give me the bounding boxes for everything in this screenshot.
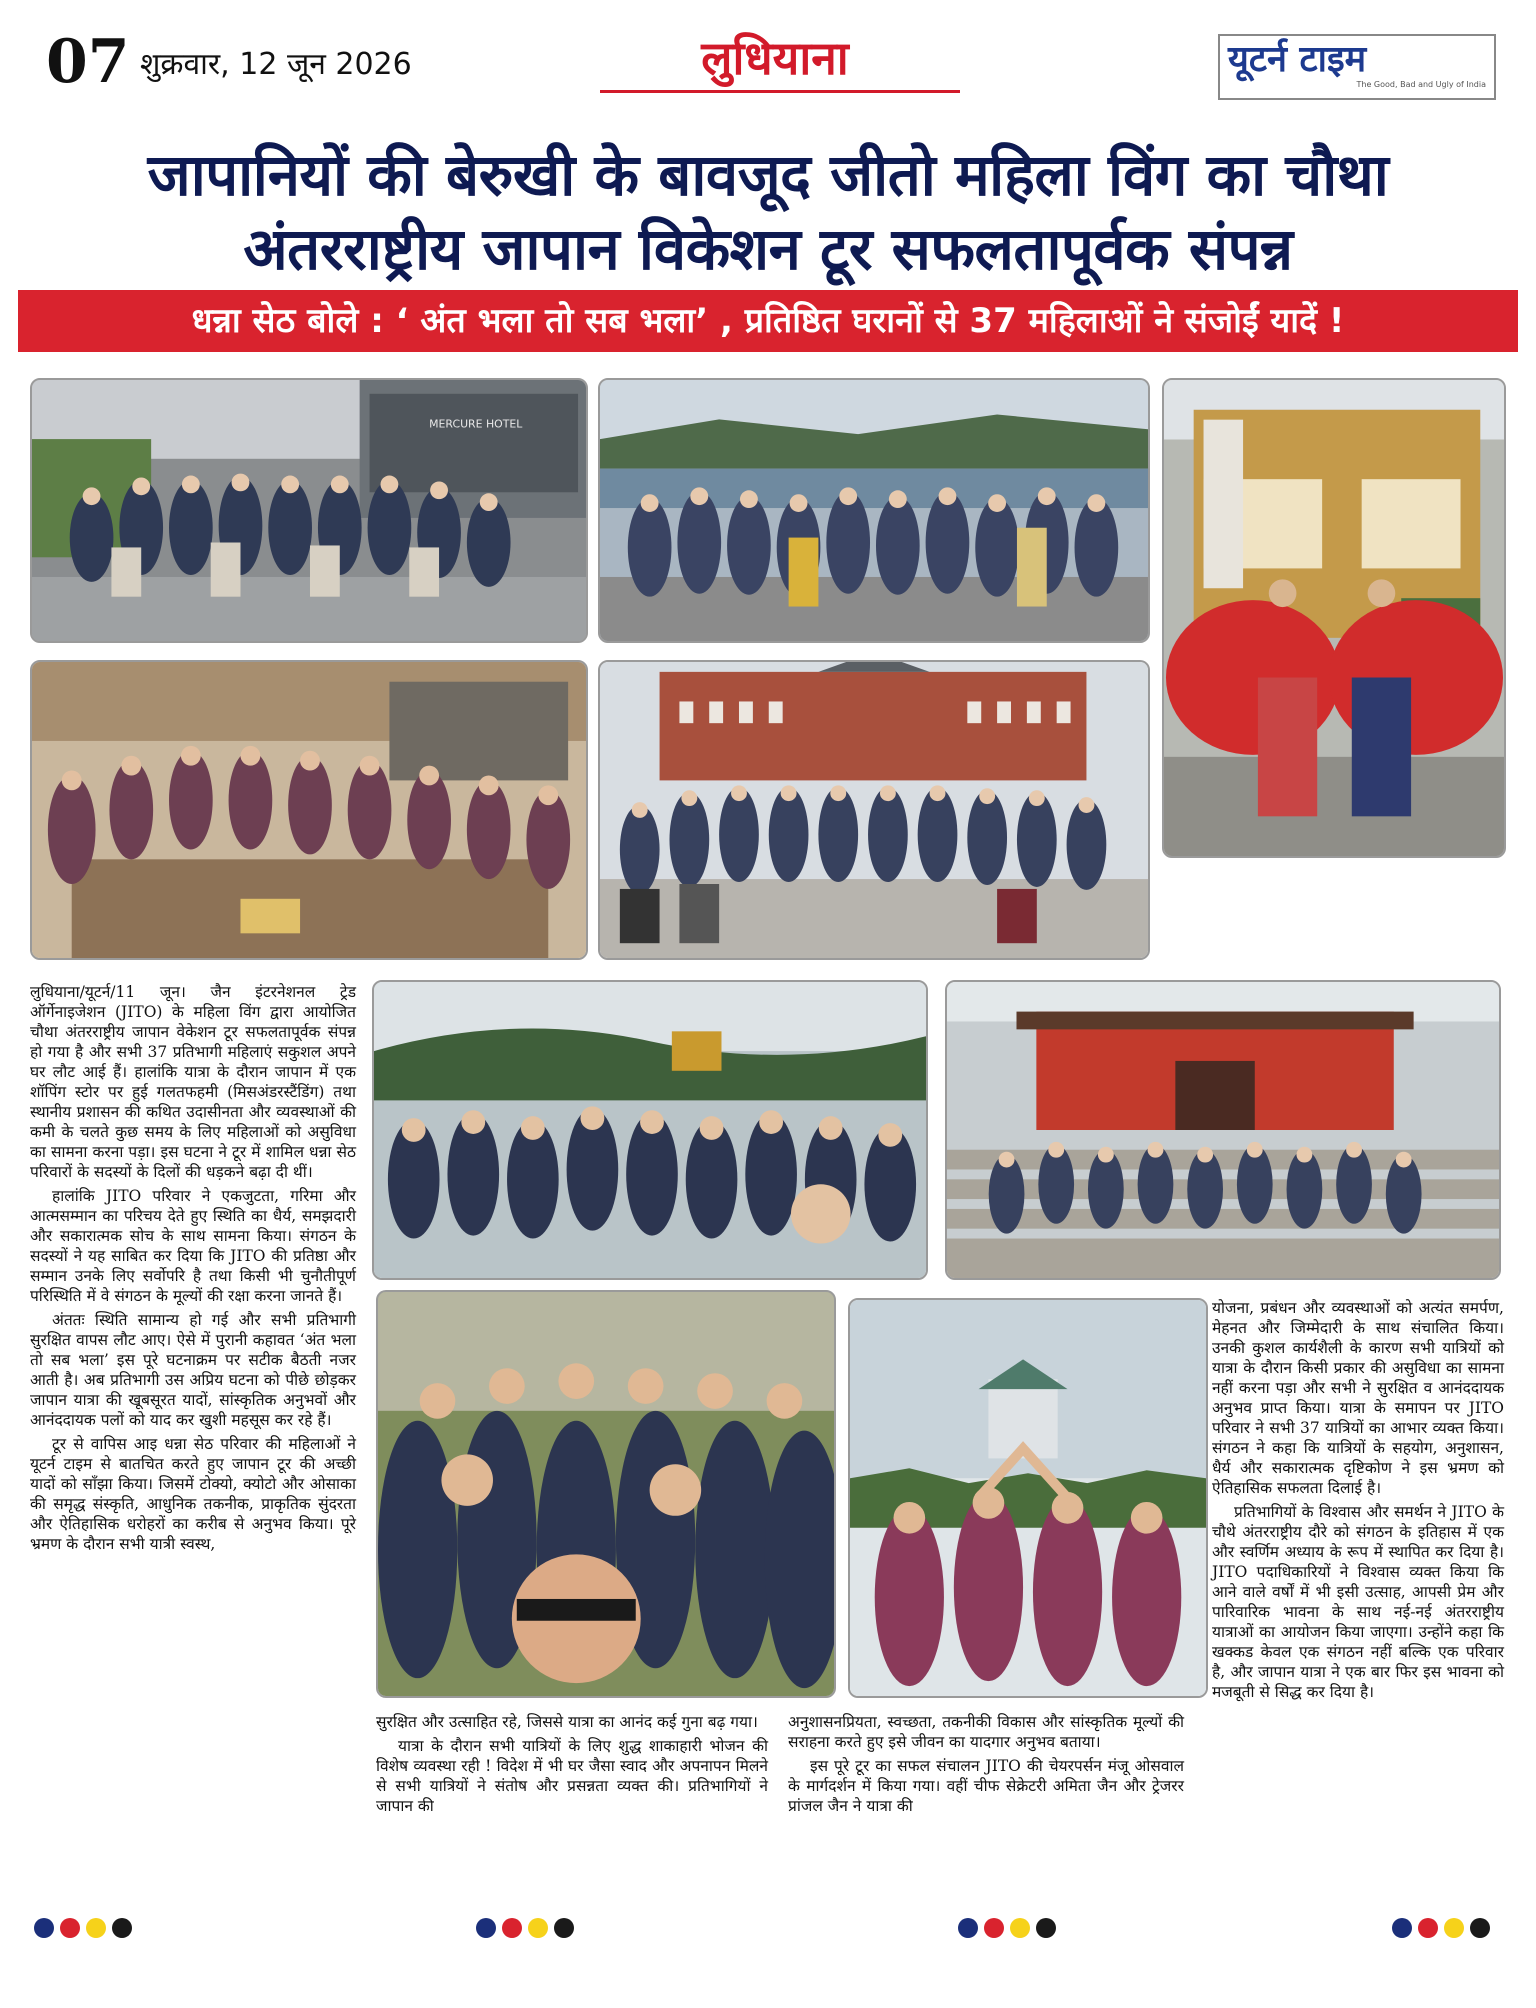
article-headline [20, 138, 1516, 286]
headline-line-1: जापानियों की बेरुखी के बावजूद जीतो महिला विंग का चौथा [147, 141, 1389, 209]
photo-group-golden-pavilion [372, 980, 928, 1280]
subheadline: धन्ना सेठ बोले : ‘ अंत भला तो सब भला’ , प्रतिष्ठित घरानों से 37 महिलाओं ने संजोईं यादें ! [191, 301, 1345, 341]
logo-name: यूटर्न टाइम [1228, 39, 1367, 80]
article-paragraph: अनुशासनप्रियता, स्वच्छता, तकनीकी विकास और सांस्कृतिक मूल्यों की सराहना करते हुए इसे जीवन का यादगार अनुभव बताया। [788, 1713, 1184, 1751]
footer-color-dot [86, 1918, 106, 1938]
footer-color-dot [1470, 1918, 1490, 1938]
footer-color-dot [984, 1918, 1004, 1938]
page-number: 07 [46, 27, 130, 97]
footer-color-dot [958, 1918, 978, 1938]
article-column-3 [788, 1712, 1184, 1894]
article-column-2 [376, 1712, 768, 1894]
photo-group-tokyo-station [598, 660, 1150, 960]
article-paragraph: हालांकि JITO परिवार ने एकजुटता, गरिमा और आत्मसम्मान का परिचय देते हुए स्थिति का धैर्य, समझदारी और सकारात्मक सोच के साथ सामना किया। संगठन के सदस्यों ने यह साबित कर दिया कि JITO की प्रतिष्ठा और सम्मान उनके लिए सर्वोपरि है तथा किसी भी चुनौतीपूर्ण परिस्थिति में वे संगठन के मूल्यों की रक्षा करना जानते हैं। [30, 1187, 356, 1305]
article-paragraph: योजना, प्रबंधन और व्यवस्थाओं को अत्यंत समर्पण, मेहनत और जिम्मेदारी के साथ संचालित किया। उनकी कुशल कार्यशैली के कारण सभी यात्रियों को यात्रा के दौरान किसी प्रकार की असुविधा का सामना नहीं करना पड़ा और सभी ने सुरक्षित व आनंददायक अनुभव प्राप्त किया। यात्रा के समापन पर JITO परिवार ने सभी 37 यात्रियों का आभार व्यक्त किया। संगठन ने कहा कि यात्रियों के सहयोग, अनुशासन, धैर्य और सकारात्मक दृष्टिकोण ने इस भ्रमण को ऐतिहासिक सफलता दिलाई है। [1212, 1299, 1504, 1497]
article-column-4 [1212, 1298, 1504, 1894]
footer-color-dot [528, 1918, 548, 1938]
photo-group-mercure-hotel [30, 378, 588, 643]
section-underline [600, 90, 960, 93]
footer-color-dot [1010, 1918, 1030, 1938]
masthead-logo [1218, 34, 1496, 100]
article-paragraph: प्रतिभागियों के विश्वास और समर्थन ने JITO के चौथे अंतरराष्ट्रीय दौरे को संगठन के इतिहास में एक और स्वर्णिम अध्याय के रूप में स्थापित कर दिया है। JITO पदाधिकारियों ने विश्वास व्यक्त किया कि आने वाले वर्षों में भी इसी उत्साह, आपसी प्रेम और पारिवारिक भावना के साथ नई-नई अंतरराष्ट्रीय यात्राओं का आयोजन किया जाएगा। उन्होंने कहा कि खक्कड केवल एक संगठन नहीं बल्कि एक परिवार है, और जापान यात्रा ने एक बार फिर इस भावना को मजबूती से सिद्ध कर दिया है। [1212, 1503, 1504, 1701]
footer-color-dot [60, 1918, 80, 1938]
headline-line-2: अंतरराष्ट्रीय जापान विकेशन टूर सफलतापूर्वक संपन्न [243, 215, 1293, 283]
footer-color-dot [112, 1918, 132, 1938]
article-paragraph: लुधियाना/यूटर्न/11 जून। जैन इंटरनेशनल ट्रेड ऑर्गेनाइजेशन (JITO) के महिला विंग द्वारा आयोजित चौथा अंतरराष्ट्रीय जापान वेकेशन टूर सफलतापूर्वक संपन्न हो गया है और सभी 37 प्रतिभागी महिलाएं सकुशल अपने घर लौट आई हैं। हालांकि यात्रा के दौरान जापान में एक शॉपिंग स्टोर पर हुई गलतफहमी (मिसअंडरस्टैंडिंग) तथा स्थानीय प्रशासन की कथित उदासीनता और व्यवस्थाओं की कमी के चलते कुछ समय के लिए महिलाओं को असुविधा का सामना करना पड़ा। इस घटना ने टूर में शामिल धन्ना सेठ परिवारों के सदस्यों के दिलों की धड़कने बढ़ा दी थीं। [30, 983, 356, 1181]
footer-color-dot [1036, 1918, 1056, 1938]
hotel-sign: MERCURE HOTEL [429, 417, 523, 431]
photo-group-lakeside [598, 378, 1150, 643]
article-paragraph: यात्रा के दौरान सभी यात्रियों के लिए शुद्ध शाकाहारी भोजन की विशेष व्यवस्था रही ! विदेश में भी घर जैसा स्वाद और अपनापन मिलने से सभी यात्रियों ने संतोष और प्रसन्नता व्यक्त की। प्रतिभागियों ने जापान की [376, 1737, 768, 1815]
issue-date: शुक्रवार, 12 जून 2026 [140, 47, 412, 82]
photo-kimono-umbrellas [1162, 378, 1506, 858]
article-paragraph: अंततः स्थिति सामान्य हो गई और सभी प्रतिभागी सुरक्षित वापस लौट आए। ऐसे में पुरानी कहावत ‘अंत भला तो सब भला’ इस पूरे घटनाक्रम पर सटीक बैठती नजर आती है। अब प्रतिभागी उस अप्रिय घटना को पीछे छोड़कर जापान यात्रा की खूबसूरत यादों, सांस्कृतिक अनुभवों और आनंददायक पलों को याद कर खुशी महसूस कर रहे हैं। [30, 1311, 356, 1429]
footer-color-dot [1444, 1918, 1464, 1938]
article-column-1 [30, 982, 356, 1894]
footer-color-dot [1392, 1918, 1412, 1938]
logo-tagline: The Good, Bad and Ugly of India [1356, 80, 1486, 89]
footer-color-dot [34, 1918, 54, 1938]
article-paragraph: सुरक्षित और उत्साहित रहे, जिससे यात्रा का आनंद कई गुना बढ़ गया। [376, 1713, 758, 1731]
footer-color-dot [1418, 1918, 1438, 1938]
photo-group-indoor-lounge [30, 660, 588, 960]
section-title: लुधियाना [701, 31, 849, 85]
article-paragraph: टूर से वापिस आइ धन्ना सेठ परिवार की महिलाओं ने यूटर्न टाइम से बातचित करते हुए जापान टूर की अच्छी यादों को साँझा किया। जिसमें टोक्यो, क्योटो और ओसाका की समृद्ध संस्कृति, आधुनिक तकनीक, प्राकृतिक सुंदरता और ऐतिहासिक धरोहरों का करीब से अनुभव किया। पूरे भ्रमण के दौरान सभी यात्री स्वस्थ, [30, 1435, 356, 1553]
photo-group-red-shrine [945, 980, 1501, 1280]
article-paragraph: इस पूरे टूर का सफल संचालन JITO की चेयरपर्सन मंजू ओसवाल के मार्गदर्शन में किया गया। वहीं चीफ सेक्रेटरी अमिता जैन और ट्रेजरर प्रांजल जैन ने यात्रा की [788, 1757, 1184, 1815]
footer-color-dot [502, 1918, 522, 1938]
photo-group-osaka-castle [848, 1298, 1208, 1698]
footer-color-dot [476, 1918, 496, 1938]
footer-color-dot [554, 1918, 574, 1938]
photo-group-selfie-bamboo [376, 1290, 836, 1698]
